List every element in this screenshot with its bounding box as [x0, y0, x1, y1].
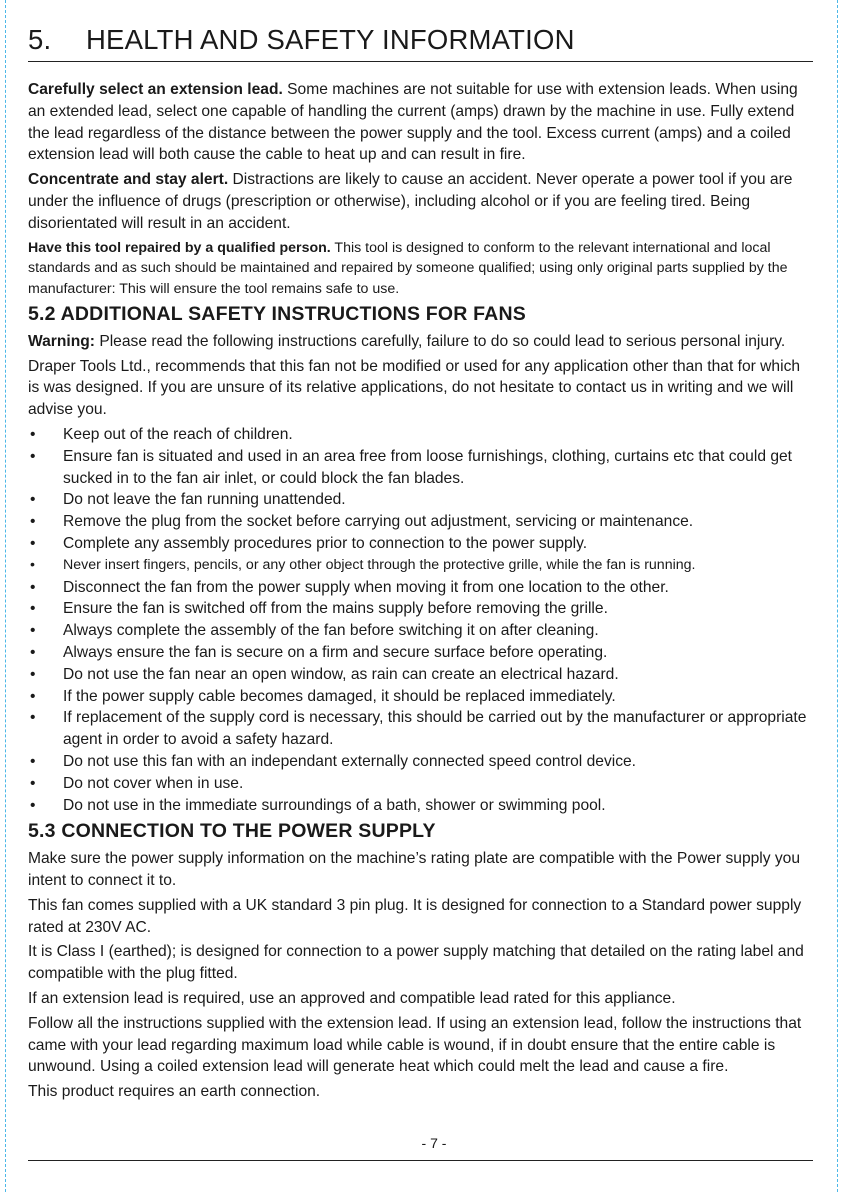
intro-text: Distractions are likely to cause an accident. Never operate a power tool if you are under the influence of drugs (prescription or otherwise), including alcohol or if you are feeling tired. Being disorientated will result in an accident.	[28, 171, 793, 232]
footer-rule	[28, 1160, 813, 1161]
page-title	[28, 24, 575, 56]
bullet-icon: •	[30, 774, 36, 792]
bullet-icon: •	[30, 753, 36, 771]
left-trim-border	[5, 0, 6, 1192]
fan-paragraph: Draper Tools Ltd., recommends that this fan not be modified or used for any application other than that for which is was designed. If you are unsure of its relative applications, do not hesitate to contact us in writing and we will advise you.	[28, 357, 801, 419]
page-number: - 7 -	[421, 1135, 447, 1151]
list-item-text: Do not use in the immediate surroundings of a bath, shower or swimming pool.	[63, 796, 606, 814]
warning-text: Please read the following instructions carefully, failure to do so could lead to serious personal injury.	[94, 332, 786, 350]
list-item-text: If the power supply cable becomes damaged, it should be replaced immediately.	[63, 687, 616, 705]
bullet-icon: •	[30, 578, 36, 596]
list-item	[28, 707, 813, 751]
warning-paragraph	[28, 331, 813, 353]
bullet-icon: •	[30, 622, 36, 640]
list-item-text: Keep out of the reach of children.	[63, 426, 293, 444]
list-item-text: Never insert fingers, pencils, or any other object through the protective grille, while the fan is running.	[63, 556, 696, 573]
list-item	[28, 555, 813, 577]
intro-text: Some machines are not suitable for use with extension leads. When using an extended lead, select one capable of handling the current (amps) drawn by the machine in use. Fully extend the lead regardless of the distance between the power supply and the tool. Excess current (amps) and a coiled extension lead will both cause the cable to heat up and can result in fire.	[28, 81, 798, 164]
fan-safety-list	[28, 424, 813, 816]
list-item-text: Always complete the assembly of the fan before switching it on after cleaning.	[63, 622, 599, 640]
intro-paragraph	[28, 79, 813, 166]
bullet-icon: •	[30, 600, 36, 618]
bullet-icon: •	[30, 535, 36, 553]
power-line: This product requires an earth connection.	[28, 1083, 321, 1101]
intro-paragraph	[28, 169, 813, 234]
list-item	[28, 598, 813, 620]
power-line: Follow all the instructions supplied with the extension lead. If using an extension lead, follow the instructions that came with your lead regarding maximum load while cable is wound, if in doubt ensure that the entire cable is unwound. Using a coiled extension lead will generate heat which could melt the lead and cause a fire.	[28, 1014, 802, 1076]
intro-lead: Carefully select an extension lead.	[28, 81, 283, 98]
power-line: Make sure the power supply information on the machine’s rating plate are compatible with the Power supply you intent to connect it to.	[28, 850, 801, 889]
list-item	[28, 664, 813, 686]
power-line: This fan comes supplied with a UK standard 3 pin plug. It is designed for connection to a Standard power supply rated at 230V AC.	[28, 896, 802, 936]
bullet-icon: •	[30, 447, 36, 465]
list-item	[28, 533, 813, 555]
list-item-text: Ensure the fan is switched off from the mains supply before removing the grille.	[63, 600, 608, 618]
list-item-text: Do not leave the fan running unattended.	[63, 491, 346, 509]
list-item-text: Disconnect the fan from the power supply when moving it from one location to the other.	[63, 578, 669, 596]
content	[28, 79, 813, 1106]
header-rule	[28, 61, 813, 62]
list-item	[28, 577, 813, 599]
list-item	[28, 446, 813, 490]
section-heading-power: 5.3 CONNECTION TO THE POWER SUPPLY	[28, 820, 436, 843]
bullet-icon: •	[30, 426, 36, 444]
section-number: 5.	[28, 24, 52, 55]
list-item	[28, 620, 813, 642]
intro-lead: Concentrate and stay alert.	[28, 171, 229, 189]
list-item-text: Complete any assembly procedures prior to connection to the power supply.	[63, 535, 588, 553]
bullet-icon: •	[30, 491, 36, 509]
list-item	[28, 511, 813, 533]
list-item-text: Always ensure the fan is secure on a firm and secure surface before operating.	[63, 644, 608, 662]
power-line: It is Class I (earthed); is designed for connection to a power supply matching that detailed on the rating label and compatible with the plug fitted.	[28, 943, 804, 983]
bullet-icon: •	[30, 556, 35, 573]
list-item	[28, 773, 813, 795]
bullet-icon: •	[30, 513, 36, 531]
intro-lead: Have this tool repaired by a qualified person.	[28, 239, 331, 256]
section-title: HEALTH AND SAFETY INFORMATION	[86, 24, 575, 55]
list-item	[28, 489, 813, 511]
bullet-icon: •	[30, 687, 36, 705]
bullet-icon: •	[30, 709, 36, 727]
list-item	[28, 424, 813, 446]
bullet-icon: •	[30, 644, 36, 662]
list-item-text: Do not use the fan near an open window, as rain can create an electrical hazard.	[63, 665, 619, 683]
list-item	[28, 795, 813, 817]
list-item	[28, 686, 813, 708]
right-trim-border	[837, 0, 838, 1192]
section-heading-fans: 5.2 ADDITIONAL SAFETY INSTRUCTIONS FOR FANS	[28, 303, 526, 326]
list-item-text: Do not use this fan with an independant externally connected speed control device.	[63, 753, 637, 771]
list-item-text: Do not cover when in use.	[63, 774, 244, 792]
intro-text: This tool is designed to conform to the relevant international and local standards and as such should be maintained and repaired by someone qualified; using only original parts supplied by the manufacturer: This will ensure the tool remains safe to use.	[28, 239, 788, 297]
bullet-icon: •	[30, 796, 36, 814]
power-line: If an extension lead is required, use an approved and compatible lead rated for this appliance.	[28, 989, 676, 1007]
bullet-icon: •	[30, 665, 36, 683]
list-item	[28, 751, 813, 773]
list-item-text: If replacement of the supply cord is necessary, this should be carried out by the manufacturer or appropriate agent in order to avoid a safety hazard.	[63, 709, 807, 749]
list-item	[28, 642, 813, 664]
intro-paragraph	[28, 238, 813, 300]
list-item-text: Remove the plug from the socket before carrying out adjustment, servicing or maintenance.	[63, 513, 694, 531]
warning-lead: Warning:	[28, 332, 95, 350]
list-item-text: Ensure fan is situated and used in an area free from loose furnishings, clothing, curtains etc that could get sucked in to the fan air inlet, or could block the fan blades.	[63, 447, 793, 487]
